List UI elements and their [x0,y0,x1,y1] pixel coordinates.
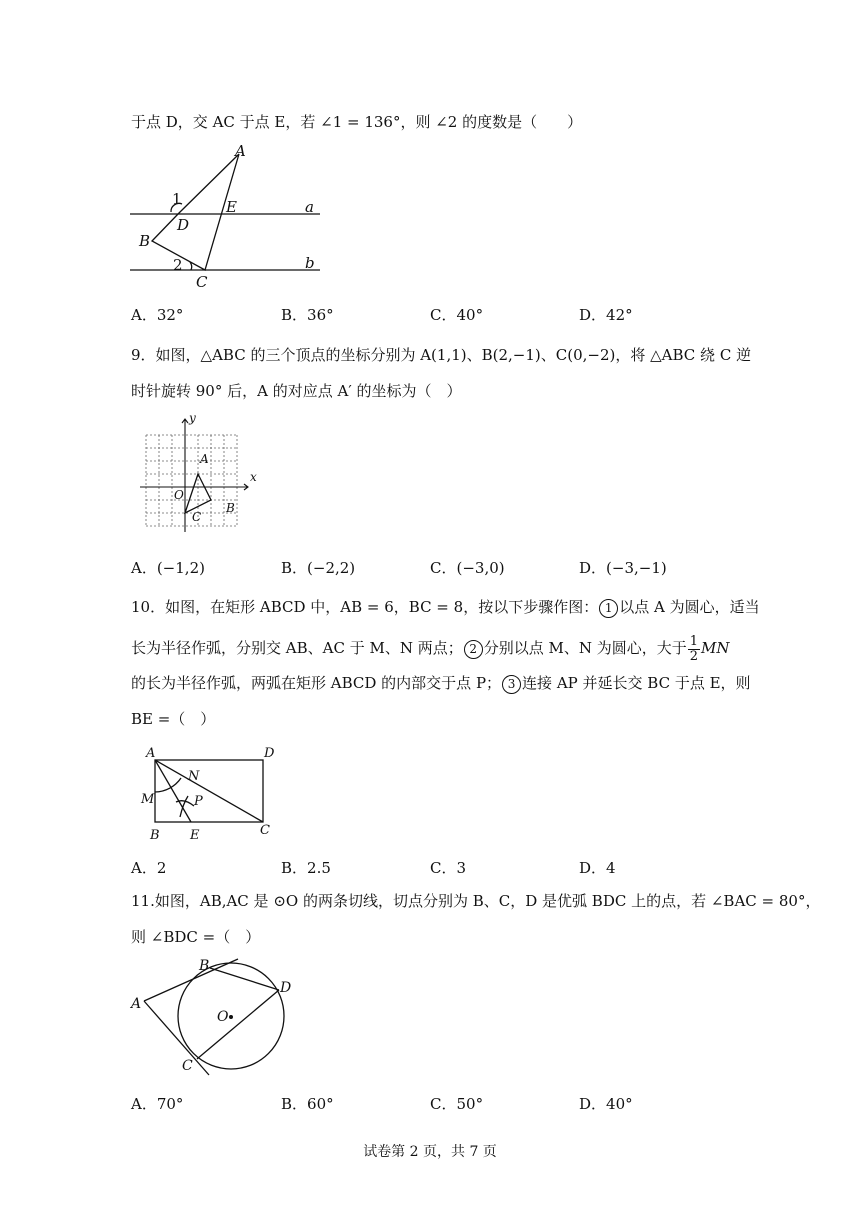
tangent-ac [144,1001,209,1075]
q9-option-d[interactable]: D．(−3,−1) [579,559,667,577]
label-b: b [305,254,315,272]
label-C: C [196,273,208,290]
step-2-marker: 2 [464,640,483,659]
arc-mn [155,778,181,792]
label-M: M [141,792,155,807]
label-1: 1 [172,190,182,208]
step-3-marker: 3 [502,675,521,694]
label-A: A [131,996,142,1012]
label-x: x [250,470,257,484]
label-P: P [194,794,203,809]
label-D: D [280,980,292,996]
label-B: B [199,958,210,974]
fraction-half [688,635,700,664]
label-O: O [174,488,184,502]
page-footer: 试卷第 2 页，共 7 页 [363,1144,497,1160]
label-2: 2 [173,256,183,274]
label-D: D [264,746,275,761]
q11-figure [125,952,305,1082]
q10-option-b[interactable]: B．2.5 [281,859,331,877]
q11-line2: 则 ∠BDC =（ ） [131,928,261,946]
center-point [229,1015,233,1019]
q11-option-d[interactable]: D．40° [579,1095,633,1113]
label-A: A [235,142,246,160]
label-C: C [182,1058,193,1074]
q9-option-c[interactable]: C．(−3,0) [430,559,505,577]
q9-option-a[interactable]: A．(−1,2) [131,559,205,577]
q8-figure [125,140,325,290]
q10-line4: BE =（ ） [131,710,216,728]
step-1-marker: 1 [599,599,618,618]
q10-line1 [131,597,760,618]
label-C: C [192,510,202,524]
q10-line3-part2: 连接 AP 并延长交 BC 于点 E，则 [522,674,751,692]
q8-option-b[interactable]: B．36° [281,306,334,324]
q8-option-c[interactable]: C．40° [430,306,484,324]
label-A: A [200,452,209,466]
label-N: N [188,769,200,784]
diagonal-ac [155,760,263,822]
q11-line1: 11.如图，AB,AC 是 ⊙O 的两条切线，切点分别为 B、C，D 是优弧 BDC 上的点，若 ∠BAC = 80°， [131,892,821,910]
q10-line2-part2: 分别以点 M、N 为圆心，大于 [483,639,687,657]
q10-option-d[interactable]: D．4 [579,859,616,877]
label-y: y [189,411,196,425]
q10-line1-part1: 10．如图，在矩形 ABCD 中，AB = 6，BC = 8，按以下步骤作图： [131,598,599,616]
q8-stem: 于点 D，交 AC 于点 E，若 ∠1 = 136°，则 ∠2 的度数是（ ） [131,113,583,131]
q9-option-b[interactable]: B．(−2,2) [281,559,356,577]
q9-line2: 时针旋转 90° 后，A 的对应点 A′ 的坐标为（ ） [131,382,462,400]
q10-option-c[interactable]: C．3 [430,859,467,877]
q9-line1: 9．如图，△ABC 的三个顶点的坐标分别为 A(1,1)、B(2,−1)、C(0,−2)，将 △ABC 绕 C 逆 [131,346,752,364]
q10-option-a[interactable]: A．2 [131,859,167,877]
q10-line2 [131,634,730,664]
q8-option-d[interactable]: D．42° [579,306,633,324]
label-B: B [139,232,151,250]
q10-line2-mn: MN [701,639,730,657]
label-A: A [146,746,156,761]
q11-option-a[interactable]: A．70° [131,1095,184,1113]
angle-2-arc [190,262,192,270]
q10-line2-part1: 长为半径作弧，分别交 AB、AC 于 M、N 两点； [131,639,463,657]
q8-option-a[interactable]: A．32° [131,306,184,324]
q9-figure [138,410,263,535]
q10-figure [136,740,286,845]
label-O: O [217,1009,229,1025]
label-E: E [226,198,237,216]
q10-line1-part2: 以点 A 为圆心，适当 [619,598,760,616]
label-B: B [226,501,235,515]
label-D: D [177,216,190,234]
q11-option-c[interactable]: C．50° [430,1095,484,1113]
q11-option-b[interactable]: B．60° [281,1095,334,1113]
tangent-ab [144,959,238,1001]
q10-line3-part1: 的长为半径作弧，两弧在矩形 ABCD 的内部交于点 P； [131,674,502,692]
label-C: C [260,823,270,838]
label-E: E [190,828,200,843]
fraction-numerator: 1 [689,633,699,649]
q10-line3 [131,673,751,694]
label-a: a [305,198,314,216]
fraction-denominator: 2 [689,648,699,664]
label-B: B [150,828,160,843]
chord-cd [197,990,279,1059]
